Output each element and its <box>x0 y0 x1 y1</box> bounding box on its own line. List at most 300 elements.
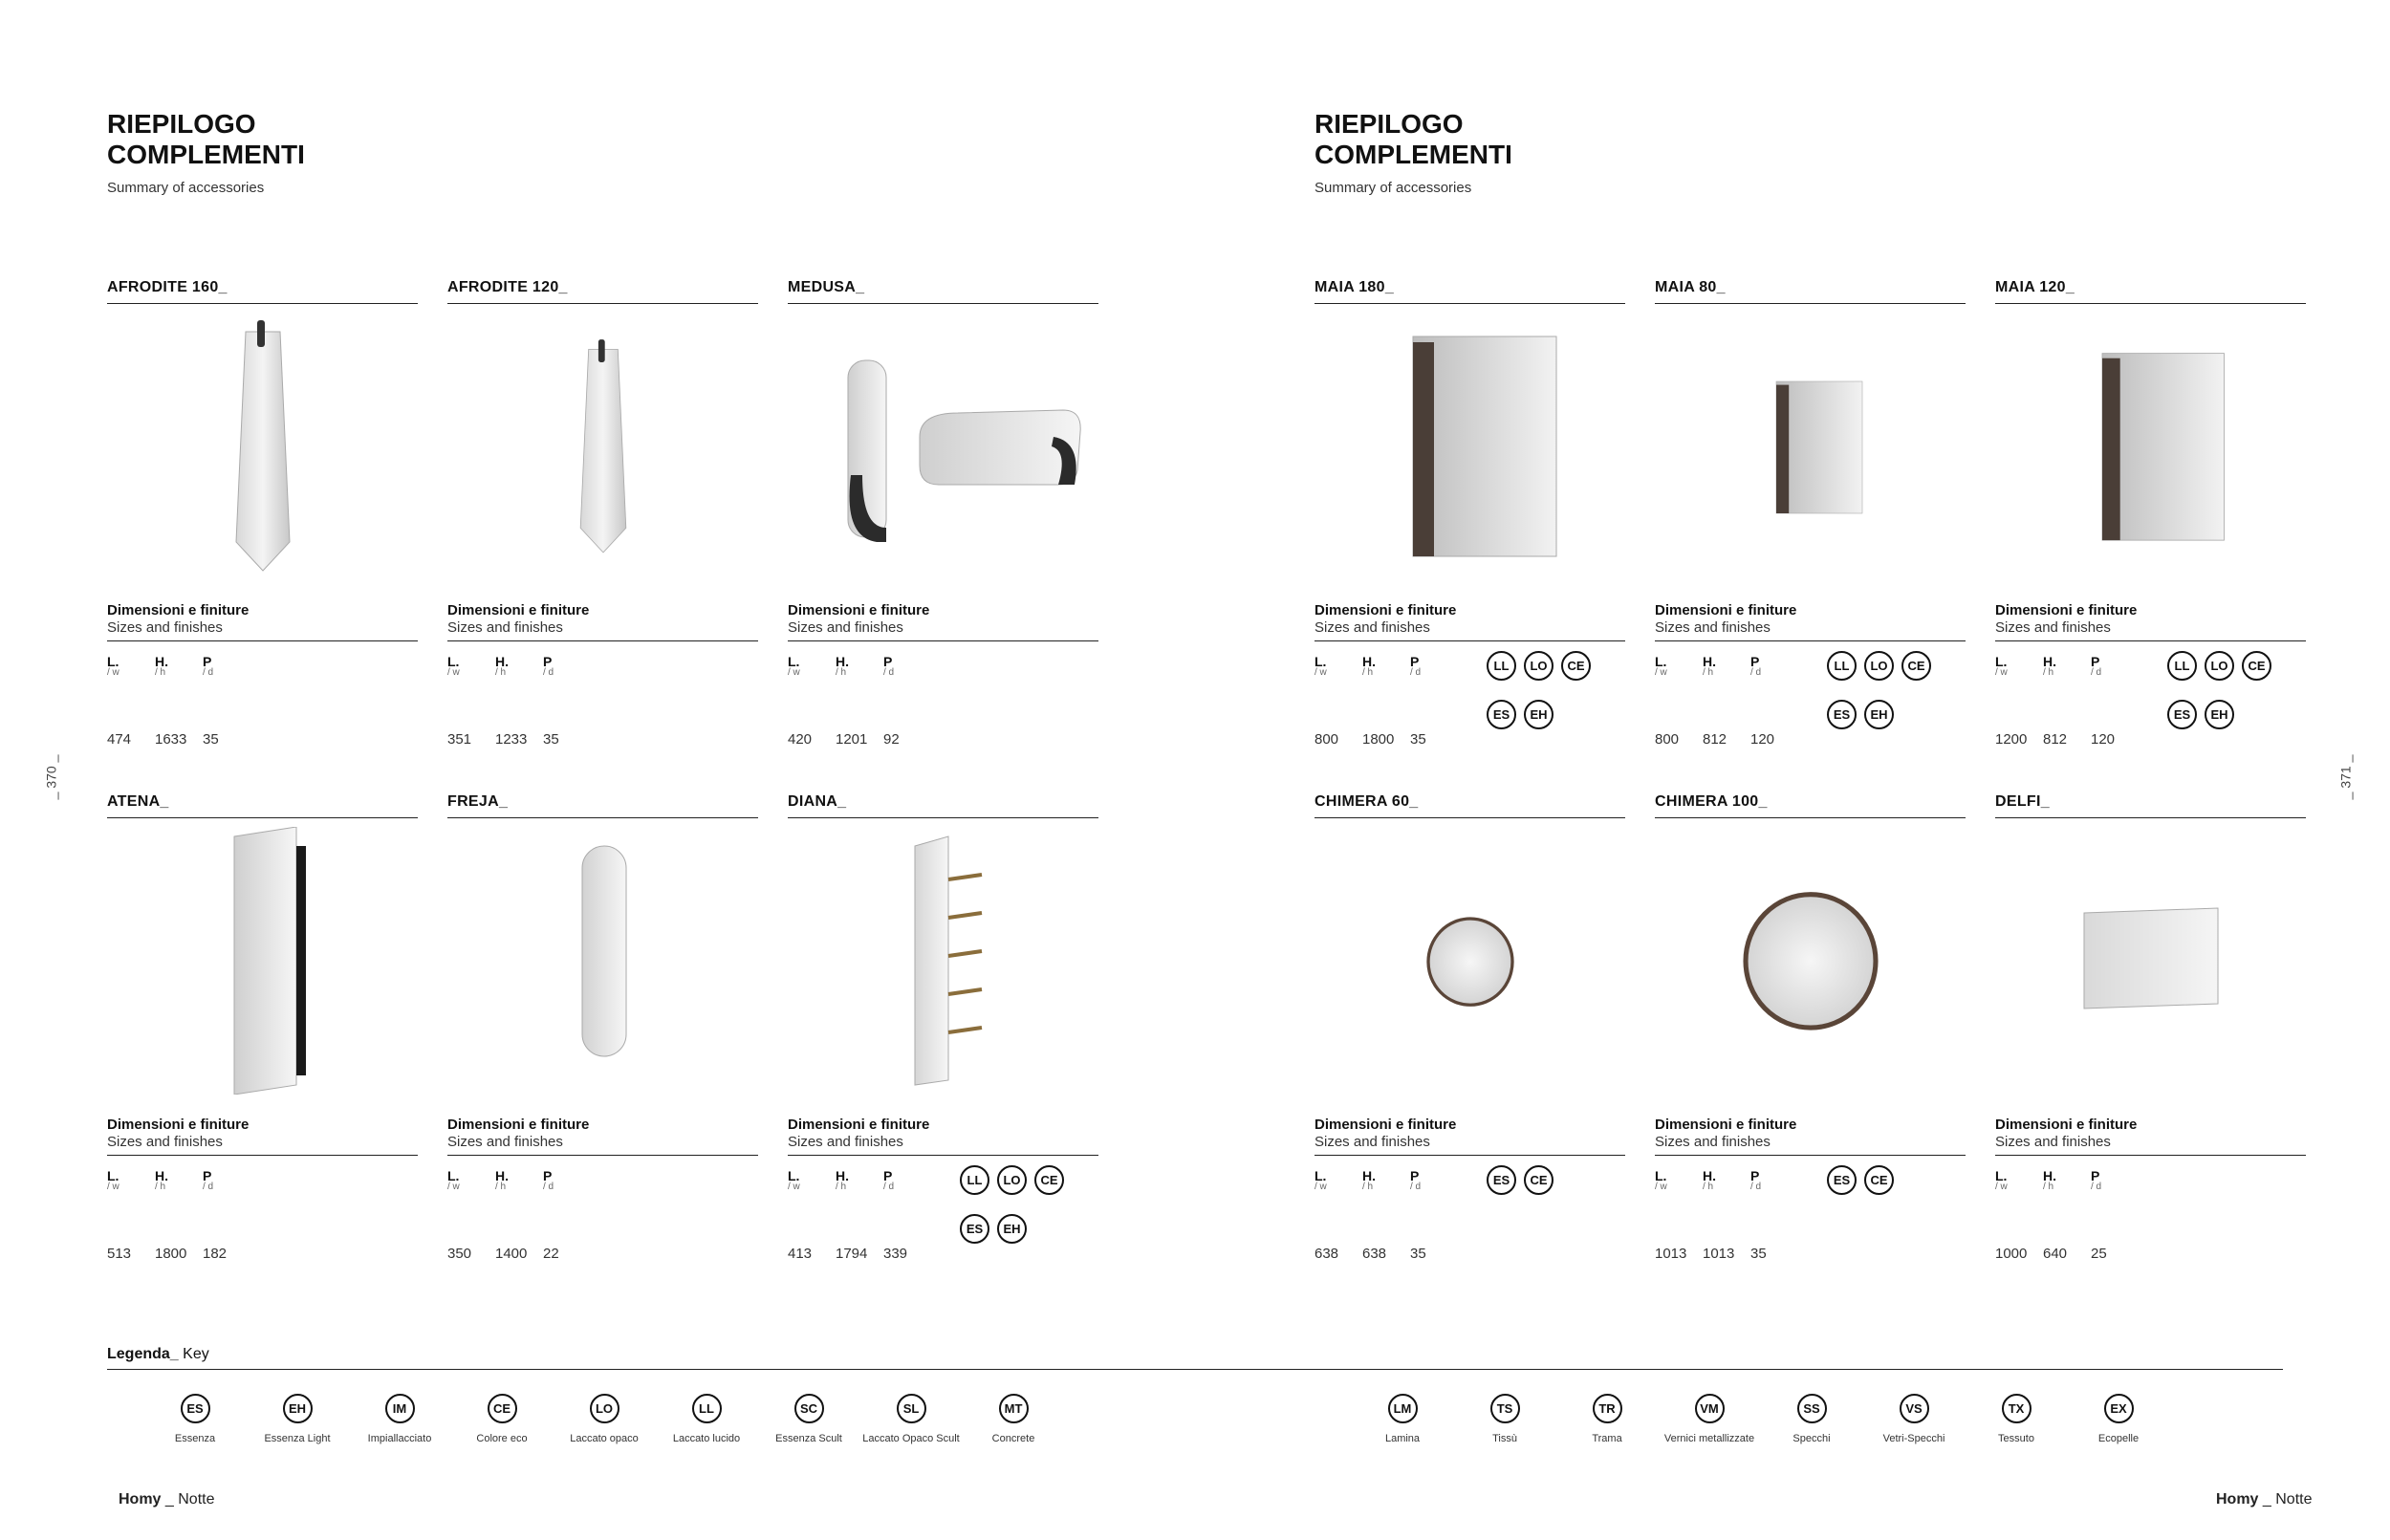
dimensions-heading: Dimensioni e finiture <box>1314 602 1457 618</box>
legend-item <box>756 1394 861 1444</box>
depth-value: 35 <box>1750 1246 1767 1262</box>
depth-value: 25 <box>2091 1246 2107 1262</box>
dimensions-heading: Dimensioni e finiture <box>447 602 590 618</box>
finish-badge: LO <box>1864 651 1894 681</box>
finish-codes <box>1487 1165 1625 1214</box>
dimensions-block <box>1995 1169 2306 1265</box>
height-label-en: / h <box>836 1182 847 1192</box>
finish-badge: ES <box>1487 1165 1516 1195</box>
depth-column <box>203 1169 250 1192</box>
footer-collection: Notte <box>2275 1491 2313 1507</box>
legend-item <box>961 1394 1066 1444</box>
product-card <box>107 793 418 1265</box>
height-label: H. <box>2043 654 2056 669</box>
legend-item <box>1759 1394 1864 1444</box>
width-label-en: / w <box>1314 1182 1327 1192</box>
depth-label-en: / d <box>1410 667 1422 678</box>
width-column <box>1314 655 1362 678</box>
height-label: H. <box>155 1168 168 1183</box>
footer-sep: _ <box>161 1491 179 1507</box>
height-label: H. <box>155 654 168 669</box>
height-label-en: / h <box>2043 1182 2054 1192</box>
finish-badge: ES <box>1827 700 1857 729</box>
legend-item <box>449 1394 554 1444</box>
legend-item <box>245 1394 350 1444</box>
height-column <box>1703 655 1750 678</box>
diana-mirror-icon <box>788 824 1098 1101</box>
height-label-en: / h <box>2043 667 2054 678</box>
depth-label-en: / d <box>883 667 895 678</box>
depth-label: P <box>203 654 212 669</box>
legend-label: Concrete <box>991 1433 1035 1444</box>
height-column <box>1362 1169 1410 1192</box>
legend-item <box>1554 1394 1660 1444</box>
depth-label: P <box>1750 654 1760 669</box>
dimensions-subheading: Sizes and finishes <box>788 1134 1098 1156</box>
finish-codes <box>960 1165 1098 1263</box>
finish-badge: EH <box>997 1214 1027 1244</box>
width-label: L. <box>1655 1168 1667 1183</box>
dimensions-heading: Dimensioni e finiture <box>788 602 930 618</box>
finish-codes <box>1827 1165 1966 1214</box>
footer-right <box>2216 1491 2313 1508</box>
legend-badge: CE <box>488 1394 517 1423</box>
finish-badge: CE <box>1524 1165 1554 1195</box>
depth-label: P <box>1410 1168 1420 1183</box>
height-value: 1013 <box>1703 1246 1735 1262</box>
footer-left <box>119 1491 215 1508</box>
width-column <box>447 1169 495 1192</box>
height-label: H. <box>495 654 509 669</box>
depth-column <box>2091 655 2139 678</box>
width-value: 351 <box>447 731 472 748</box>
finish-badge: ES <box>1827 1165 1857 1195</box>
width-column <box>788 1169 836 1192</box>
dimensions-subheading: Sizes and finishes <box>1655 619 1966 641</box>
finish-codes <box>1827 651 1966 748</box>
depth-value: 35 <box>1410 731 1426 748</box>
width-column <box>107 655 155 678</box>
dimensions-subheading: Sizes and finishes <box>447 619 758 641</box>
width-label: L. <box>447 654 460 669</box>
dimensions-subheading: Sizes and finishes <box>447 1134 758 1156</box>
width-column <box>1995 655 2043 678</box>
product-card <box>1314 793 1625 1265</box>
finish-codes <box>1487 651 1625 748</box>
product-card <box>447 793 758 1265</box>
dimensions-subheading: Sizes and finishes <box>1314 619 1625 641</box>
width-column <box>107 1169 155 1192</box>
dimensions-heading: Dimensioni e finiture <box>1995 1117 2138 1133</box>
finish-badge: CE <box>2242 651 2271 681</box>
product-name: CHIMERA 100_ <box>1655 793 1966 818</box>
depth-column <box>543 1169 591 1192</box>
width-column <box>1655 1169 1703 1192</box>
legend-item <box>2066 1394 2171 1444</box>
width-label-en: / w <box>1655 667 1667 678</box>
legend-label: Essenza <box>174 1433 216 1444</box>
depth-column <box>2091 1169 2139 1192</box>
title-line2: COMPLEMENTI <box>1314 140 1512 169</box>
finish-badge: EH <box>1864 700 1894 729</box>
legend-item <box>1964 1394 2069 1444</box>
chimera-mirror-icon <box>1314 824 1625 1101</box>
height-column <box>495 1169 543 1192</box>
dimensions-subheading: Sizes and finishes <box>1995 1134 2306 1156</box>
atena-mirror-icon <box>107 824 418 1101</box>
depth-value: 92 <box>883 731 900 748</box>
dimensions-subheading: Sizes and finishes <box>1314 1134 1625 1156</box>
legend-badge: MT <box>999 1394 1029 1423</box>
height-value: 812 <box>2043 731 2068 748</box>
width-label-en: / w <box>107 667 120 678</box>
width-label: L. <box>447 1168 460 1183</box>
finish-row <box>1487 651 1625 681</box>
product-card <box>1655 279 1966 750</box>
legend-label: Colore eco <box>476 1433 528 1444</box>
product-name: MAIA 80_ <box>1655 279 1966 304</box>
depth-column <box>203 655 250 678</box>
depth-column <box>1410 1169 1458 1192</box>
height-column <box>155 1169 203 1192</box>
product-name: FREJA_ <box>447 793 758 818</box>
finish-badge: ES <box>960 1214 989 1244</box>
dimensions-block <box>447 1169 758 1265</box>
legend-badge: LL <box>692 1394 722 1423</box>
width-label-en: / w <box>107 1182 120 1192</box>
height-value: 638 <box>1362 1246 1387 1262</box>
maia-mirror-icon <box>1995 310 2306 587</box>
height-value: 1794 <box>836 1246 868 1262</box>
finish-row <box>1827 651 1966 681</box>
dimensions-heading: Dimensioni e finiture <box>1314 1117 1457 1133</box>
legend-label: Tissù <box>1492 1433 1517 1444</box>
width-value: 413 <box>788 1246 813 1262</box>
height-label-en: / h <box>1703 667 1714 678</box>
depth-value: 120 <box>1750 731 1775 748</box>
depth-label: P <box>883 654 893 669</box>
depth-value: 35 <box>543 731 559 748</box>
legend-badge: VS <box>1900 1394 1929 1423</box>
legend-label: Essenza Light <box>264 1433 331 1444</box>
dimensions-block <box>788 655 1098 750</box>
product-name: DIANA_ <box>788 793 1098 818</box>
legend-badge: SC <box>794 1394 824 1423</box>
depth-label: P <box>1410 654 1420 669</box>
width-value: 1200 <box>1995 731 2028 748</box>
legend-label: Trama <box>1592 1433 1622 1444</box>
freja-mirror-icon <box>447 824 758 1101</box>
maia-mirror-icon <box>1655 310 1966 587</box>
depth-column <box>883 1169 931 1192</box>
width-value: 420 <box>788 731 813 748</box>
page-number-right: _ 371 _ <box>2337 754 2354 800</box>
height-column <box>1362 655 1410 678</box>
legend-item <box>347 1394 452 1444</box>
legend-badge: EH <box>283 1394 313 1423</box>
legend-badge: SL <box>897 1394 926 1423</box>
width-column <box>1995 1169 2043 1192</box>
legend-badge: IM <box>385 1394 415 1423</box>
afrodite-mirror-icon <box>447 310 758 587</box>
finish-badge: ES <box>2167 700 2197 729</box>
finish-badge: LL <box>960 1165 989 1195</box>
legend-label: Vetri-Specchi <box>1882 1433 1945 1444</box>
dimensions-heading: Dimensioni e finiture <box>1655 602 1797 618</box>
page-title-left <box>107 109 305 170</box>
product-name: MAIA 120_ <box>1995 279 2306 304</box>
legend-badge: LO <box>590 1394 619 1423</box>
legend-badge: TS <box>1490 1394 1520 1423</box>
dimensions-block <box>1655 655 1966 750</box>
dimensions-block <box>788 1169 1098 1265</box>
depth-label-en: / d <box>1750 1182 1762 1192</box>
depth-label-en: / d <box>203 667 214 678</box>
depth-label-en: / d <box>1410 1182 1422 1192</box>
height-column <box>1703 1169 1750 1192</box>
afrodite-mirror-icon <box>107 310 418 587</box>
width-column <box>1655 655 1703 678</box>
footer-brand: Homy <box>119 1491 162 1507</box>
width-label-en: / w <box>1995 1182 2008 1192</box>
width-label: L. <box>1995 654 2008 669</box>
product-card <box>107 279 418 750</box>
depth-label: P <box>2091 654 2100 669</box>
height-label-en: / h <box>1362 1182 1374 1192</box>
height-label: H. <box>1703 654 1716 669</box>
height-label: H. <box>2043 1168 2056 1183</box>
dimensions-heading: Dimensioni e finiture <box>788 1117 930 1133</box>
dimensions-heading: Dimensioni e finiture <box>107 602 250 618</box>
depth-value: 22 <box>543 1246 559 1262</box>
height-label: H. <box>1362 654 1376 669</box>
finish-badge: CE <box>1864 1165 1894 1195</box>
depth-label-en: / d <box>543 1182 554 1192</box>
product-name: MAIA 180_ <box>1314 279 1625 304</box>
finish-row <box>1487 700 1625 729</box>
width-label-en: / w <box>1995 667 2008 678</box>
legend-badge: VM <box>1695 1394 1725 1423</box>
width-label-en: / w <box>788 1182 800 1192</box>
medusa-mirror-icon <box>788 310 1098 587</box>
width-label-en: / w <box>447 667 460 678</box>
page-number-left: _ 370 _ <box>43 754 59 800</box>
depth-column <box>543 655 591 678</box>
depth-label-en: / d <box>543 667 554 678</box>
depth-label: P <box>203 1168 212 1183</box>
legend-badge: SS <box>1797 1394 1827 1423</box>
product-name: AFRODITE 160_ <box>107 279 418 304</box>
finish-badge: LO <box>2205 651 2234 681</box>
width-label: L. <box>1314 654 1327 669</box>
footer-brand: Homy <box>2216 1491 2259 1507</box>
finish-badge: EH <box>1524 700 1554 729</box>
width-value: 800 <box>1314 731 1339 748</box>
product-name: DELFI_ <box>1995 793 2306 818</box>
finish-badge: EH <box>2205 700 2234 729</box>
dimensions-subheading: Sizes and finishes <box>107 619 418 641</box>
width-label: L. <box>107 654 120 669</box>
dimensions-heading: Dimensioni e finiture <box>1655 1117 1797 1133</box>
finish-row <box>1827 1165 1966 1195</box>
width-value: 800 <box>1655 731 1680 748</box>
dimensions-block <box>1314 655 1625 750</box>
depth-value: 182 <box>203 1246 228 1262</box>
width-column <box>1314 1169 1362 1192</box>
dimensions-block <box>447 655 758 750</box>
depth-column <box>1750 1169 1798 1192</box>
width-column <box>788 655 836 678</box>
finish-badge: LL <box>2167 651 2197 681</box>
depth-value: 339 <box>883 1246 908 1262</box>
maia-mirror-icon <box>1314 310 1625 587</box>
depth-value: 35 <box>1410 1246 1426 1262</box>
width-value: 474 <box>107 731 132 748</box>
product-name: MEDUSA_ <box>788 279 1098 304</box>
dimensions-heading: Dimensioni e finiture <box>447 1117 590 1133</box>
width-value: 350 <box>447 1246 472 1262</box>
dimensions-block <box>107 1169 418 1265</box>
legend-item <box>1657 1394 1762 1444</box>
width-column <box>447 655 495 678</box>
dimensions-subheading: Sizes and finishes <box>1655 1134 1966 1156</box>
product-card <box>447 279 758 750</box>
depth-label-en: / d <box>1750 667 1762 678</box>
depth-label: P <box>2091 1168 2100 1183</box>
width-label: L. <box>788 1168 800 1183</box>
legend-label: Laccato Opaco Scult <box>862 1433 960 1444</box>
finish-codes <box>2167 651 2306 748</box>
depth-label: P <box>883 1168 893 1183</box>
product-card <box>788 793 1098 1265</box>
legend-item <box>552 1394 657 1444</box>
height-column <box>2043 1169 2091 1192</box>
height-label-en: / h <box>1362 667 1374 678</box>
depth-label: P <box>1750 1168 1760 1183</box>
finish-badge: LO <box>997 1165 1027 1195</box>
legend-label: Ecopelle <box>2097 1433 2140 1444</box>
finish-badge: LL <box>1827 651 1857 681</box>
width-label-en: / w <box>447 1182 460 1192</box>
product-name: AFRODITE 120_ <box>447 279 758 304</box>
width-value: 1013 <box>1655 1246 1687 1262</box>
legend-divider <box>107 1369 2283 1370</box>
legend-item <box>142 1394 248 1444</box>
height-value: 1800 <box>1362 731 1395 748</box>
legend-title-en: Key <box>183 1346 209 1362</box>
depth-column <box>883 655 931 678</box>
depth-value: 35 <box>203 731 219 748</box>
depth-label-en: / d <box>2091 1182 2102 1192</box>
width-label-en: / w <box>1655 1182 1667 1192</box>
height-label-en: / h <box>1703 1182 1714 1192</box>
height-label-en: / h <box>495 667 507 678</box>
height-label: H. <box>836 654 849 669</box>
height-label: H. <box>1362 1168 1376 1183</box>
legend-label: Laccato lucido <box>672 1433 741 1444</box>
page-title-right <box>1314 109 1512 170</box>
width-label-en: / w <box>1314 667 1327 678</box>
legend-badge: LM <box>1388 1394 1418 1423</box>
finish-row <box>960 1165 1098 1195</box>
depth-label: P <box>543 654 553 669</box>
legend-label: Vernici metallizzate <box>1663 1433 1755 1444</box>
width-label: L. <box>107 1168 120 1183</box>
legend-badge: ES <box>181 1394 210 1423</box>
legend-item <box>654 1394 759 1444</box>
legend-badge: TX <box>2002 1394 2032 1423</box>
finish-badge: LO <box>1524 651 1554 681</box>
depth-label-en: / d <box>203 1182 214 1192</box>
title-line1: RIEPILOGO <box>107 109 256 139</box>
legend-item <box>1861 1394 1966 1444</box>
height-column <box>836 655 883 678</box>
depth-column <box>1750 655 1798 678</box>
height-column <box>2043 655 2091 678</box>
depth-label: P <box>543 1168 553 1183</box>
dimensions-heading: Dimensioni e finiture <box>107 1117 250 1133</box>
dimensions-subheading: Sizes and finishes <box>1995 619 2306 641</box>
height-value: 640 <box>2043 1246 2068 1262</box>
width-value: 638 <box>1314 1246 1339 1262</box>
product-card <box>788 279 1098 750</box>
height-value: 1400 <box>495 1246 528 1262</box>
height-label: H. <box>495 1168 509 1183</box>
finish-badge: CE <box>1901 651 1931 681</box>
height-value: 1201 <box>836 731 868 748</box>
legend-item <box>858 1394 964 1444</box>
height-column <box>495 655 543 678</box>
finish-row <box>2167 651 2306 681</box>
dimensions-subheading: Sizes and finishes <box>107 1134 418 1156</box>
finish-row <box>1827 700 1966 729</box>
height-label-en: / h <box>836 667 847 678</box>
legend-label: Essenza Scult <box>775 1433 842 1444</box>
product-card <box>1995 793 2306 1265</box>
finish-badge: ES <box>1487 700 1516 729</box>
width-label-en: / w <box>788 667 800 678</box>
legend-label: Specchi <box>1792 1433 1831 1444</box>
height-value: 812 <box>1703 731 1727 748</box>
legend-label: Tessuto <box>1998 1433 2034 1444</box>
delfi-mirror-icon <box>1995 824 2306 1101</box>
legend-label: Lamina <box>1384 1433 1421 1444</box>
footer-sep: _ <box>2258 1491 2276 1507</box>
chimera-mirror-icon <box>1655 824 1966 1101</box>
legend-label: Impiallacciato <box>367 1433 432 1444</box>
legend-item <box>1452 1394 1557 1444</box>
height-value: 1633 <box>155 731 187 748</box>
finish-row <box>1487 1165 1625 1195</box>
dimensions-block <box>107 655 418 750</box>
dimensions-subheading: Sizes and finishes <box>788 619 1098 641</box>
finish-badge: CE <box>1034 1165 1064 1195</box>
page-subtitle-right: Summary of accessories <box>1314 180 1472 196</box>
width-value: 1000 <box>1995 1246 2028 1262</box>
dimensions-block <box>1655 1169 1966 1265</box>
height-column <box>836 1169 883 1192</box>
height-column <box>155 655 203 678</box>
dimensions-heading: Dimensioni e finiture <box>1995 602 2138 618</box>
height-value: 1800 <box>155 1246 187 1262</box>
height-label-en: / h <box>495 1182 507 1192</box>
product-card <box>1655 793 1966 1265</box>
depth-column <box>1410 655 1458 678</box>
depth-value: 120 <box>2091 731 2116 748</box>
finish-badge: LL <box>1487 651 1516 681</box>
dimensions-block <box>1995 655 2306 750</box>
product-card <box>1314 279 1625 750</box>
